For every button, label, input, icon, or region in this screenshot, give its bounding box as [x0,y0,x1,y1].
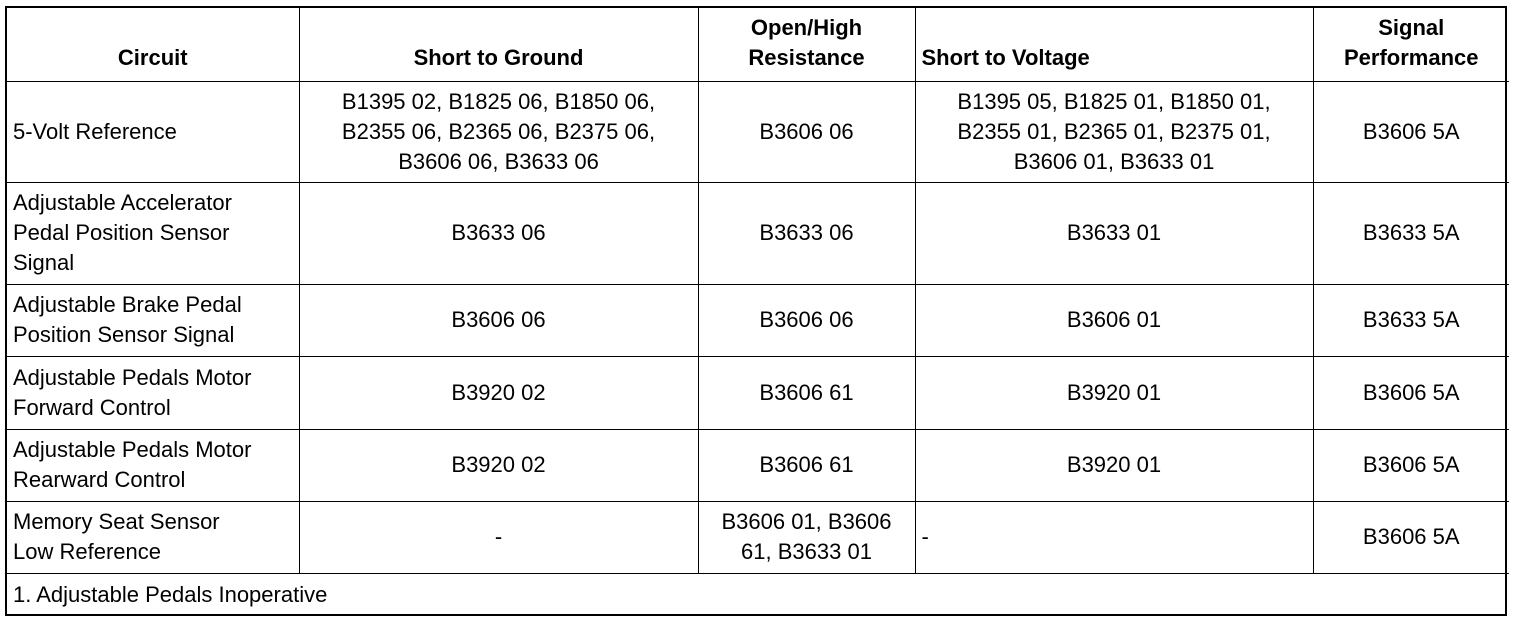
cell-line: B3633 01 [1066,220,1162,245]
header-signal-performance [1313,8,1509,81]
cell-line: B3920 02 [451,379,546,405]
table-row [7,81,1509,182]
cell-line: B3920 01 [1066,452,1162,477]
cell-line: B3606 01 [1066,307,1162,332]
cell-circuit [7,501,299,573]
cell-short-to-ground [299,356,698,429]
cell-circuit [7,356,299,429]
cell-line: Signal [13,250,75,275]
dtc-table-frame [5,6,1507,616]
cell-line: Adjustable Brake Pedal [13,292,242,317]
cell-line: Rearward Control [13,467,186,492]
cell-short-to-ground [299,501,698,573]
cell-signal-performance [1313,81,1509,182]
cell-open-high [698,284,915,356]
header-signal-line2: Performance [1343,44,1479,70]
cell-line: B3633 06 [451,220,546,245]
cell-short-to-voltage [915,284,1313,356]
table-row [7,182,1509,284]
cell-line: B3606 06 [759,307,854,332]
cell-signal-performance [1313,501,1509,573]
cell-short-to-ground [299,284,698,356]
header-short-to-voltage: Short to Voltage [915,8,1313,81]
cell-open-high [698,81,915,182]
cell-line: B3606 5A [1362,118,1460,144]
footnote-row [7,573,1509,617]
cell-line: Pedal Position Sensor [13,220,230,245]
table-row [7,356,1509,429]
header-short-to-ground: Short to Ground [299,8,698,81]
cell-line: B1395 02, B1825 06, B1850 06, [341,88,656,114]
cell-line: B2355 06, B2365 06, B2375 06, [341,118,656,144]
cell-short-to-ground [299,81,698,182]
cell-signal-performance [1313,429,1509,501]
cell-line: Adjustable Accelerator [13,190,232,215]
cell-line: Low Reference [13,539,161,564]
table-row [7,284,1509,356]
table-row [7,429,1509,501]
cell-line: - [494,524,503,549]
dtc-table [7,8,1509,617]
cell-line: B1395 05, B1825 01, B1850 01, [957,88,1271,114]
cell-open-high [698,429,915,501]
cell-line: - [921,524,929,549]
cell-line: Forward Control [13,394,171,420]
cell-line: B3633 06 [759,220,854,245]
cell-line: Adjustable Pedals Motor [13,437,252,462]
header-signal-line1: Signal [1378,14,1445,40]
header-circuit: Circuit [7,8,299,81]
footnote: 1. Adjustable Pedals Inoperative [7,573,1509,617]
cell-line: Position Sensor Signal [13,322,235,347]
cell-line: B3920 02 [451,452,546,477]
cell-line: B3633 5A [1362,307,1460,332]
cell-line: B3606 5A [1362,524,1460,549]
cell-short-to-ground [299,429,698,501]
cell-short-to-voltage [915,182,1313,284]
cell-line: B3606 5A [1362,452,1460,477]
cell-signal-performance [1313,356,1509,429]
cell-line: Memory Seat Sensor [13,509,220,534]
cell-open-high [698,182,915,284]
header-open-high-line2: Resistance [748,44,865,70]
cell-circuit [7,284,299,356]
cell-line: B2355 01, B2365 01, B2375 01, [957,118,1271,144]
cell-short-to-ground [299,182,698,284]
cell-circuit [7,81,299,182]
cell-short-to-voltage [915,81,1313,182]
cell-line: B3606 06 [451,307,546,332]
cell-circuit [7,182,299,284]
cell-signal-performance [1313,284,1509,356]
cell-signal-performance [1313,182,1509,284]
cell-line: B3920 01 [1066,379,1162,405]
cell-line: B3606 06, B3633 06 [398,148,599,174]
cell-open-high [698,501,915,573]
cell-line: B3606 01, B3606 [721,509,892,534]
cell-circuit [7,429,299,501]
header-open-high-resistance [698,8,915,81]
cell-line: B3606 06 [759,118,854,144]
cell-line: 61, B3633 01 [741,539,872,564]
cell-short-to-voltage [915,356,1313,429]
cell-line: Adjustable Pedals Motor [13,364,252,390]
cell-short-to-voltage [915,429,1313,501]
header-row [7,8,1509,81]
cell-line: B3606 5A [1362,379,1460,405]
cell-line: B3606 61 [759,452,854,477]
header-open-high-line1: Open/High [750,14,863,40]
cell-line: 5-Volt Reference [13,118,177,144]
table-row [7,501,1509,573]
cell-line: B3606 01, B3633 01 [1013,148,1215,174]
cell-short-to-voltage [915,501,1313,573]
cell-open-high [698,356,915,429]
cell-line: B3606 61 [759,379,854,405]
cell-line: B3633 5A [1362,220,1460,245]
